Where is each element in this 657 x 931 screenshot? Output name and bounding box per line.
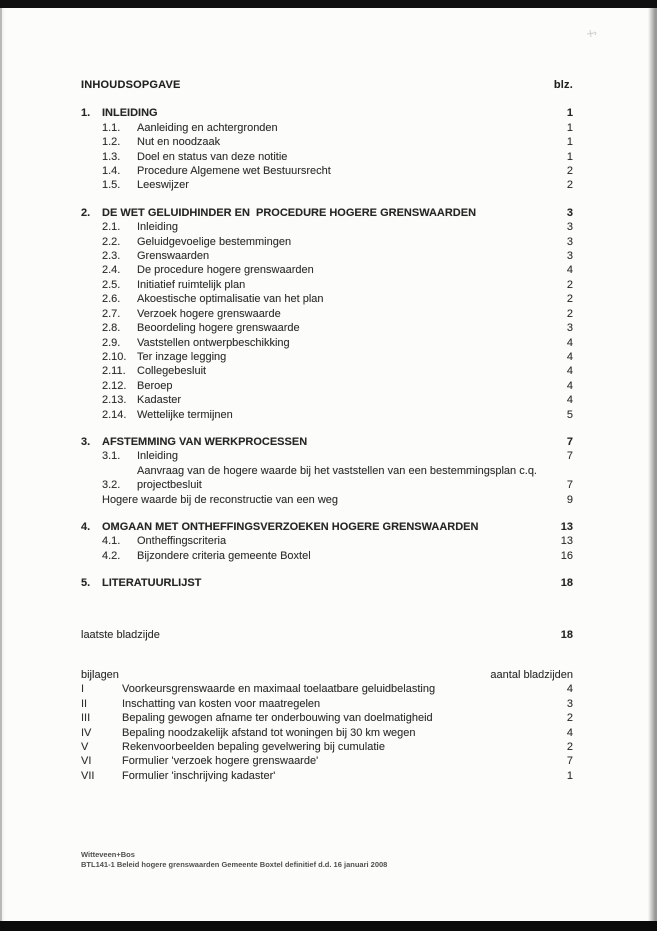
toc-section <box>81 435 573 507</box>
item-title: Beroep <box>137 379 173 392</box>
toc-header-row <box>81 78 573 92</box>
toc-section-row <box>81 576 573 590</box>
section-number: 5. <box>81 577 91 590</box>
appendix-title: Bepaling gewogen afname ter onderbouwing van doelmatigheid <box>122 712 433 725</box>
appendix-title: Formulier 'verzoek hogere grenswaarde' <box>122 755 319 768</box>
page-title: INHOUDSOPGAVE <box>81 79 181 91</box>
appendix-row <box>81 740 573 754</box>
appendices-pages-label: aantal bladzijden <box>490 669 573 681</box>
item-page-number: 4 <box>566 379 573 392</box>
section-page-number: 13 <box>560 520 573 533</box>
toc-item-row <box>81 121 573 135</box>
toc-section <box>81 520 573 563</box>
toc-item-row <box>81 408 573 422</box>
toc-section-row <box>81 435 573 449</box>
item-title: Initiatief ruimtelijk plan <box>137 278 246 291</box>
item-title: Doel en status van deze notitie <box>137 150 288 163</box>
appendices-list <box>81 668 573 783</box>
item-title: Inleiding <box>137 221 178 234</box>
item-number: 2.10. <box>102 350 127 363</box>
item-title: Wettelijke termijnen <box>137 408 233 421</box>
appendix-numeral: VII <box>81 769 95 782</box>
item-page-number: 1 <box>566 136 573 149</box>
item-page-number: 4 <box>566 336 573 349</box>
item-title: Hogere waarde bij de reconstructie van een weg <box>102 493 339 506</box>
toc-item-row <box>81 336 573 350</box>
appendix-title: Formulier 'inschrijving kadaster' <box>122 769 276 782</box>
item-title: Nut en noodzaak <box>137 136 221 149</box>
section-title: INLEIDING <box>102 107 158 120</box>
toc-item-row <box>81 493 573 507</box>
item-title: Kadaster <box>137 394 182 407</box>
toc-item-row <box>81 307 573 321</box>
item-page-number: 5 <box>566 408 573 421</box>
appendix-title: Voorkeursgrenswaarde en maximaal toelaatbare geluidbelasting <box>122 683 436 696</box>
last-page-number: 18 <box>560 628 573 641</box>
item-page-number: 2 <box>566 293 573 306</box>
section-title: AFSTEMMING VAN WERKPROCESSEN <box>102 435 308 448</box>
toc-section <box>81 576 573 590</box>
toc-item-row <box>81 464 573 493</box>
item-page-number: 1 <box>566 121 573 134</box>
section-page-number: 1 <box>566 107 573 120</box>
toc-item-row <box>81 164 573 178</box>
item-page-number: 2 <box>566 179 573 192</box>
section-number: 2. <box>81 206 91 219</box>
item-number: 2.8. <box>102 322 121 335</box>
item-page-number: 4 <box>566 365 573 378</box>
toc-item-row <box>81 150 573 164</box>
appendix-title: Inschatting van kosten voor maatregelen <box>122 697 321 710</box>
item-number: 4.1. <box>102 535 121 548</box>
section-title: LITERATUURLIJST <box>102 577 202 590</box>
item-page-number: 3 <box>566 235 573 248</box>
item-page-number: 3 <box>566 250 573 263</box>
item-number: 2.7. <box>102 307 121 320</box>
toc-item-row <box>81 379 573 393</box>
item-number: 2.1. <box>102 221 121 234</box>
toc-item-row <box>81 534 573 548</box>
appendix-numeral: VI <box>81 755 92 768</box>
last-page-label: laatste bladzijde <box>81 628 160 641</box>
toc-section <box>81 106 573 192</box>
item-page-number: 4 <box>566 264 573 277</box>
item-number: 4.2. <box>102 549 121 562</box>
item-number: 2.9. <box>102 336 121 349</box>
toc-item-row <box>81 321 573 335</box>
section-page-number: 18 <box>560 577 573 590</box>
toc-item-row <box>81 135 573 149</box>
toc-item-row <box>81 364 573 378</box>
appendix-page-count: 4 <box>566 683 573 696</box>
toc-section-row <box>81 106 573 120</box>
item-title: Procedure Algemene wet Bestuursrecht <box>137 165 331 178</box>
item-number: 2.13. <box>102 394 127 407</box>
item-page-number: 13 <box>560 535 573 548</box>
item-page-number: 2 <box>566 307 573 320</box>
toc-section <box>81 206 573 422</box>
appendices-label: bijlagen <box>81 669 119 681</box>
appendix-numeral: IV <box>81 726 92 739</box>
toc-item-row <box>81 393 573 407</box>
toc-item-row <box>81 235 573 249</box>
item-title: Vaststellen ontwerpbeschikking <box>137 336 290 349</box>
toc-item-row <box>81 249 573 263</box>
item-page-number: 4 <box>566 394 573 407</box>
appendix-row <box>81 682 573 696</box>
item-number: 1.5. <box>102 179 121 192</box>
item-title: Ter inzage legging <box>137 350 227 363</box>
section-page-number: 7 <box>566 435 573 448</box>
pencil-mark <box>585 27 599 45</box>
appendix-numeral: III <box>81 712 91 725</box>
item-number: 2.6. <box>102 293 121 306</box>
footer-reference: BTL141-1 Beleid hogere grenswaarden Gemeente Boxtel definitief d.d. 16 januari 2008 <box>81 860 388 870</box>
item-page-number: 3 <box>566 322 573 335</box>
item-number: 3.1. <box>102 450 121 463</box>
appendix-row <box>81 711 573 725</box>
toc-item-row <box>81 350 573 364</box>
appendix-page-count: 7 <box>566 755 573 768</box>
item-number: 1.2. <box>102 136 121 149</box>
item-number: 2.11. <box>102 365 126 378</box>
footer-company: Witteveen+Bos <box>81 850 135 860</box>
page-column-label: blz. <box>553 79 573 91</box>
item-title: Akoestische optimalisatie van het plan <box>137 293 324 306</box>
item-number: 3.2. <box>102 479 121 492</box>
item-title: Geluidgevoelige bestemmingen <box>137 235 292 248</box>
toc-content <box>81 0 573 870</box>
item-number: 1.3. <box>102 150 121 163</box>
item-title: Leeswijzer <box>137 179 189 192</box>
toc-item-row <box>81 278 573 292</box>
appendices-header-row <box>81 668 573 682</box>
item-number: 1.4. <box>102 165 121 178</box>
appendix-row <box>81 697 573 711</box>
section-page-number: 3 <box>566 206 573 219</box>
item-number: 2.12. <box>102 379 127 392</box>
toc-item-row <box>81 220 573 234</box>
section-number: 3. <box>81 435 91 448</box>
item-page-number: 1 <box>566 150 573 163</box>
item-number: 1.1. <box>102 121 121 134</box>
item-page-number: 2 <box>566 278 573 291</box>
appendix-row <box>81 769 573 783</box>
item-title: Collegebesluit <box>137 365 207 378</box>
appendix-title: Rekenvoorbeelden bepaling gevelwering bij cumulatie <box>122 741 385 754</box>
item-number: 2.3. <box>102 250 121 263</box>
toc-item-row <box>81 292 573 306</box>
item-page-number: 16 <box>560 549 573 562</box>
last-page-row <box>81 628 573 642</box>
item-number: 2.4. <box>102 264 121 277</box>
section-number: 4. <box>81 520 91 533</box>
toc-item-row <box>81 549 573 563</box>
toc-item-row <box>81 178 573 192</box>
item-title: Aanvraag van de hogere waarde bij het vaststellen van een bestemmingsplan c.q. projectbesluit <box>137 464 541 492</box>
item-title: Inleiding <box>137 450 178 463</box>
item-number: 2.2. <box>102 235 121 248</box>
item-number: 2.5. <box>102 278 121 291</box>
scan-edge-bottom <box>0 921 657 931</box>
item-title: Aanleiding en achtergronden <box>137 121 278 134</box>
item-page-number: 3 <box>566 221 573 234</box>
appendix-page-count: 2 <box>566 712 573 725</box>
appendix-row <box>81 754 573 768</box>
item-title: Bijzondere criteria gemeente Boxtel <box>137 549 311 562</box>
appendix-numeral: II <box>81 697 88 710</box>
item-page-number: 2 <box>566 165 573 178</box>
item-page-number: 7 <box>566 479 573 492</box>
appendix-page-count: 3 <box>566 697 573 710</box>
table-of-contents <box>81 106 573 590</box>
appendix-page-count: 1 <box>566 769 573 782</box>
item-number: 2.14. <box>102 408 127 421</box>
appendix-page-count: 2 <box>566 741 573 754</box>
appendix-numeral: V <box>81 741 89 754</box>
toc-section-row <box>81 520 573 534</box>
appendix-row <box>81 726 573 740</box>
item-title: Verzoek hogere grenswaarde <box>137 307 281 320</box>
item-page-number: 9 <box>566 493 573 506</box>
appendix-rows <box>81 682 573 783</box>
item-title: De procedure hogere grenswaarden <box>137 264 314 277</box>
item-title: Beoordeling hogere grenswaarde <box>137 322 300 335</box>
section-number: 1. <box>81 107 91 120</box>
toc-section-row <box>81 206 573 220</box>
appendix-page-count: 4 <box>566 726 573 739</box>
item-page-number: 4 <box>566 350 573 363</box>
item-title: Ontheffingscriteria <box>137 535 227 548</box>
appendix-title: Bepaling noodzakelijk afstand tot woningen bij 30 km wegen <box>122 726 416 739</box>
item-title: Grenswaarden <box>137 250 210 263</box>
appendix-numeral: I <box>81 683 85 696</box>
document-footer <box>81 850 573 870</box>
toc-item-row <box>81 263 573 277</box>
section-title: DE WET GELUIDHINDER EN PROCEDURE HOGERE GRENSWAARDEN <box>102 206 477 219</box>
section-title: OMGAAN MET ONTHEFFINGSVERZOEKEN HOGERE GRENSWAARDEN <box>102 520 479 533</box>
item-page-number: 7 <box>566 450 573 463</box>
scan-edge-left <box>0 8 2 921</box>
toc-item-row <box>81 449 573 463</box>
